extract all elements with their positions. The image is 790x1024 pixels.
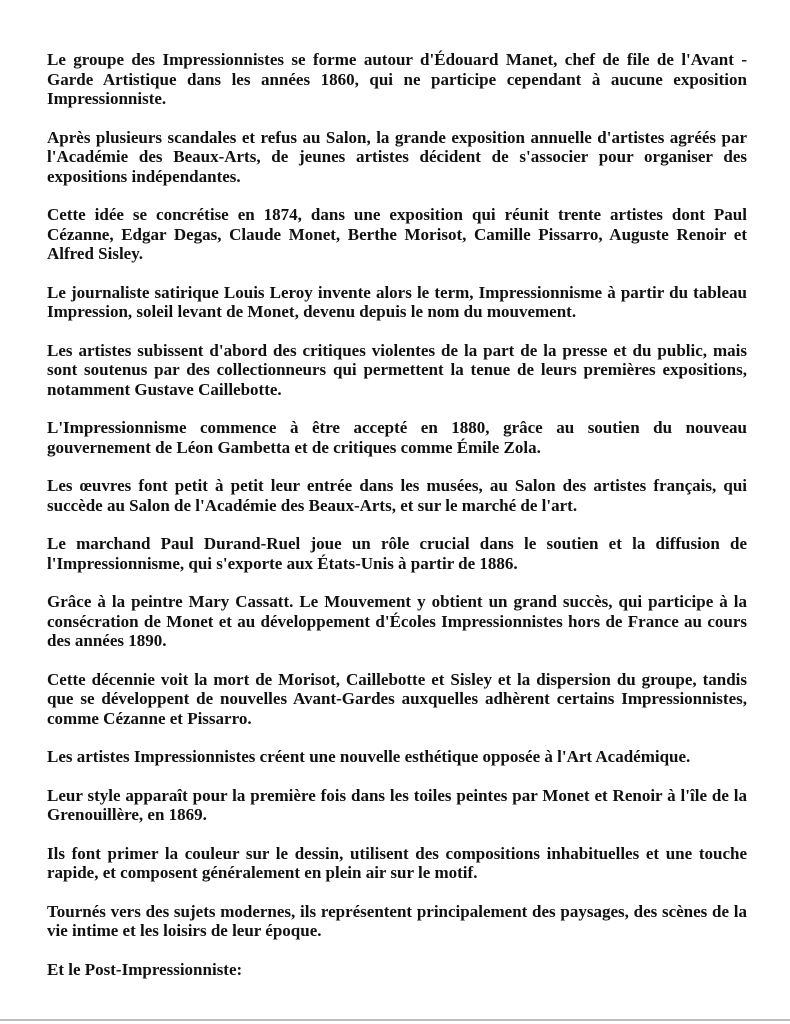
bottom-divider <box>0 1019 790 1021</box>
paragraph-critics: Les artistes subissent d'abord des critiques violentes de la part de la presse et du public, mais sont soutenus par des collectionneurs qui permettent la tenue de leurs premières expositions, notamment Gustave Caillebotte. <box>47 340 747 399</box>
paragraph-cassatt: Grâce à la peintre Mary Cassatt. Le Mouvement y obtient un grand succès, qui participe à la consécration de Monet et au développement d'Écoles Impressionnistes hors de France au cours des années 1890. <box>47 592 747 650</box>
paragraph-durand-ruel: Le marchand Paul Durand-Ruel joue un rôle crucial dans le soutien et la diffusion de l'Impressionnisme, qui s'exporte aux États-Unis à partir de 1886. <box>47 534 747 573</box>
paragraph-1874-exhibition: Cette idée se concrétise en 1874, dans une exposition qui réunit trente artistes dont Paul Cézanne, Edgar Degas, Claude Monet, Berthe Morisot, Camille Pissarro, Auguste Renoir et Alfred Sisley. <box>47 205 747 263</box>
paragraph-decade: Cette décennie voit la mort de Morisot, Caillebotte et Sisley et la dispersion du groupe, tandis que se développent de nouvelles Avant-Gardes auxquelles adhèrent certains Impressionnistes, comme Cézanne et Pissarro. <box>47 669 747 728</box>
document-body <box>47 50 747 998</box>
paragraph-subjects: Tournés vers des sujets modernes, ils représentent principalement des paysages, des scènes de la vie intime et les loisirs de leur époque. <box>47 901 747 940</box>
paragraph-salon: Après plusieurs scandales et refus au Salon, la grande exposition annuelle d'artistes agréés par l'Académie des Beaux-Arts, de jeunes artistes décident de s'associer pour organiser des expositions indépendantes. <box>47 127 747 186</box>
paragraph-aesthetic: Les artistes Impressionnistes créent une nouvelle esthétique opposée à l'Art Académique. <box>47 747 691 766</box>
paragraph-museums: Les œuvres font petit à petit leur entrée dans les musées, au Salon des artistes français, qui succède au Salon de l'Académie des Beaux-Arts, et sur le marché de l'art. <box>47 476 747 515</box>
paragraph-grenouillere: Leur style apparaît pour la première fois dans les toiles peintes par Monet et Renoir à l'île de la Grenouillère, en 1869. <box>47 785 747 824</box>
paragraph-leroy: Le journaliste satirique Louis Leroy invente alors le term, Impressionnisme à partir du tableau Impression, soleil levant de Monet, devenu depuis le nom du mouvement. <box>47 282 747 321</box>
paragraph-post-impressionism: Et le Post-Impressionniste: <box>47 959 243 979</box>
paragraph-manet: Le groupe des Impressionnistes se forme autour d'Édouard Manet, chef de file de l'Avant -Garde Artistique dans les années 1860, qui ne participe cependant à aucune exposition Impressionniste. <box>47 50 747 108</box>
paragraph-1880: L'Impressionnisme commence à être accepté en 1880, grâce au soutien du nouveau gouvernement de Léon Gambetta et de critiques comme Émile Zola. <box>47 418 747 457</box>
paragraph-technique: Ils font primer la couleur sur le dessin, utilisent des compositions inhabituelles et une touche rapide, et composent généralement en plein air sur le motif. <box>47 843 747 882</box>
